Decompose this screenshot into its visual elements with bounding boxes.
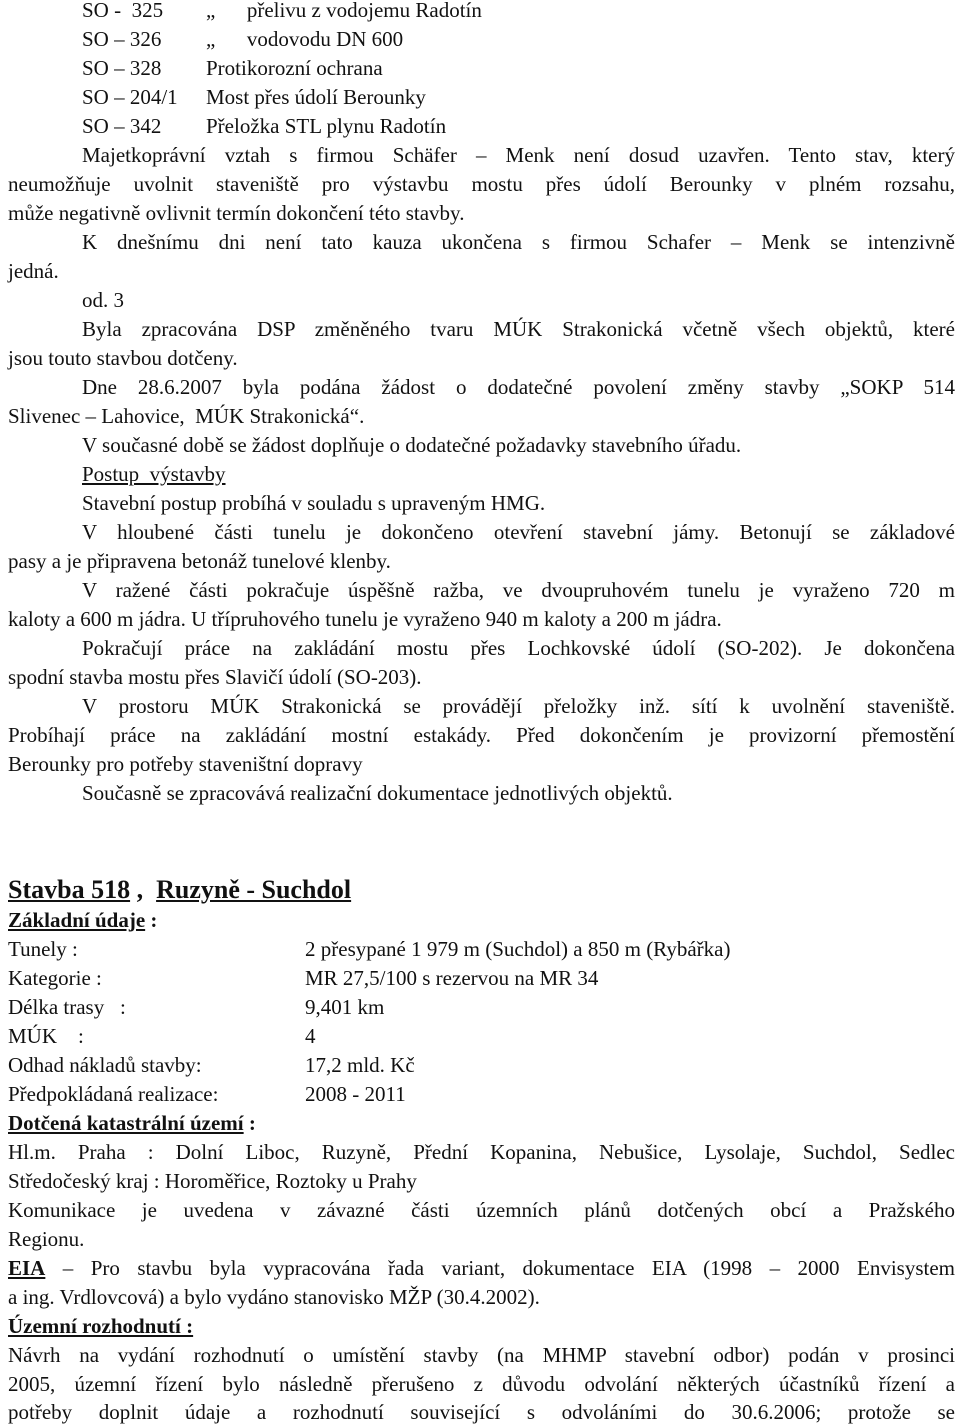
fact-label-muk: MÚK :: [8, 1024, 84, 1048]
para3-line1: Byla zpracována DSP změněného tvaru MÚK Strakonická včetně všech objektů, které: [82, 317, 955, 341]
fact-value-naklady: 17,2 mld. Kč: [305, 1053, 415, 1077]
para5: V současné době se žádost doplňuje o dodatečné požadavky stavebního úřadu.: [82, 433, 742, 457]
section-od-3: od. 3: [82, 288, 124, 312]
fact-value-delka: 9,401 km: [305, 995, 385, 1019]
postup-p4a: Pokračují práce na zakládání mostu přes Lochkovské údolí (SO-202). Je dokončena: [82, 636, 955, 660]
para3-line2: jsou touto stavbou dotčeny.: [8, 346, 238, 370]
komunikace-line1: Komunikace je uvedena v závazné části územních plánů dotčených obcí a Pražského: [8, 1198, 955, 1222]
katastr-stredocesky: Středočeský kraj : Horoměřice, Roztoky u Prahy: [8, 1169, 417, 1193]
postup-p2a: V hloubené části tunelu je dokončeno otevření stavební jámy. Betonují se základové: [82, 520, 955, 544]
katastr-label: Dotčená katastrální území: [8, 1111, 244, 1135]
navrh-line1: Návrh na vydání rozhodnutí o umístění stavby (na MHMP stavební odbor) podán v prosinci: [8, 1343, 955, 1367]
postup-p5c: Berounky pro potřeby staveništní dopravy: [8, 752, 363, 776]
zakladni-udaje-colon: :: [145, 908, 158, 932]
postup-p3a: V ražené části pokračuje úspěšně ražba, ve dvoupruhovém tunelu je vyraženo 720 m: [82, 578, 955, 602]
katastr-praha: Hl.m. Praha : Dolní Liboc, Ruzyně, Přední Kopanina, Nebušice, Lysolaje, Suchdol, Sedlec: [8, 1140, 955, 1164]
uzemni-rozhodnuti-heading: Územní rozhodnutí :: [8, 1314, 194, 1338]
so-text-1: „ přelivu z vodojemu Radotín: [206, 0, 482, 22]
fact-value-tunely: 2 přesypané 1 979 m (Suchdol) a 850 m (Rybářka): [305, 937, 731, 961]
navrh-line3: potřeby doplnit údaje a rozhodnutí související s odvoláními do 30.6.2006; protože se: [8, 1400, 955, 1424]
fact-value-muk: 4: [305, 1024, 316, 1048]
para2-line2: jedná.: [8, 259, 59, 283]
katastr-heading: [8, 1109, 256, 1137]
fact-label-realizace: Předpokládaná realizace:: [8, 1082, 219, 1106]
zakladni-udaje-heading: [8, 906, 157, 934]
stavba-title-sep: ,: [130, 875, 157, 904]
fact-label-naklady: Odhad nákladů stavby:: [8, 1053, 202, 1077]
fact-label-tunely: Tunely :: [8, 937, 78, 961]
so-code-2: SO – 326: [82, 27, 162, 51]
so-code-3: SO – 328: [82, 56, 162, 80]
katastr-colon: :: [243, 1111, 256, 1135]
postup-p5b: Probíhají práce na zakládání mostní estakády. Před dokončením je provizorní přemostění: [8, 723, 955, 747]
eia-text: – Pro stavbu byla vypracována řada variant, dokumentace EIA (1998 – 2000 Envisystem: [45, 1256, 955, 1280]
eia-line2: a ing. Vrdlovcová) a bylo vydáno stanovisko MŽP (30.4.2002).: [8, 1285, 540, 1309]
stavba-title-name: Ruzyně - Suchdol: [156, 875, 352, 904]
so-text-5: Přeložka STL plynu Radotín: [206, 114, 447, 138]
para1-line3: může negativně ovlivnit termín dokončení této stavby.: [8, 201, 465, 225]
fact-value-kategorie: MR 27,5/100 s rezervou na MR 34: [305, 966, 599, 990]
komunikace-line2: Regionu.: [8, 1227, 85, 1251]
postup-p5a: V prostoru MÚK Strakonická se provádějí přeložky inž. sítí k uvolnění staveniště.: [82, 694, 955, 718]
fact-label-delka: Délka trasy :: [8, 995, 126, 1019]
zakladni-udaje-label: Základní údaje: [8, 908, 146, 932]
so-code-4: SO – 204/1: [82, 85, 178, 109]
para2-line1: K dnešnímu dni není tato kauza ukončena s firmou Schafer – Menk se intenzivně: [82, 230, 955, 254]
so-code-5: SO – 342: [82, 114, 162, 138]
postup-p1: Stavební postup probíhá v souladu s upraveným HMG.: [82, 491, 546, 515]
postup-p4b: spodní stavba mostu přes Slavičí údolí (SO-203).: [8, 665, 422, 689]
para4-line2: Slivenec – Lahovice, MÚK Strakonická“.: [8, 404, 365, 428]
so-text-3: Protikorozní ochrana: [206, 56, 383, 80]
eia-label: EIA: [8, 1256, 46, 1280]
para4-line1: Dne 28.6.2007 byla podána žádost o dodatečné povolení změny stavby „SOKP 514: [82, 375, 955, 399]
so-text-4: Most přes údolí Berounky: [206, 85, 426, 109]
so-text-2: „ vodovodu DN 600: [206, 27, 404, 51]
stavba-title: [8, 874, 351, 906]
stavba-title-number: Stavba 518: [8, 875, 131, 904]
so-code-1: SO - 325: [82, 0, 164, 22]
para1-line2: neumožňuje uvolnit staveniště pro výstavbu mostu přes údolí Berounky v plném rozsahu,: [8, 172, 955, 196]
fact-label-kategorie: Kategorie :: [8, 966, 102, 990]
eia-line1: [8, 1254, 955, 1282]
postup-p3b: kaloty a 600 m jádra. U třípruhového tunelu je vyraženo 940 m kaloty a 200 m jádra.: [8, 607, 722, 631]
postup-p2b: pasy a je připravena betonáž tunelové klenby.: [8, 549, 391, 573]
postup-heading: Postup výstavby: [82, 462, 226, 486]
para1-line1: Majetkoprávní vztah s firmou Schäfer – Menk není dosud uzavřen. Tento stav, který: [82, 143, 955, 167]
navrh-line2: 2005, územní řízení bylo následně přerušeno z důvodu odvolání některých účastníků řízení a: [8, 1372, 955, 1396]
fact-value-realizace: 2008 - 2011: [305, 1082, 406, 1106]
postup-p6: Současně se zpracovává realizační dokumentace jednotlivých objektů.: [82, 781, 673, 805]
